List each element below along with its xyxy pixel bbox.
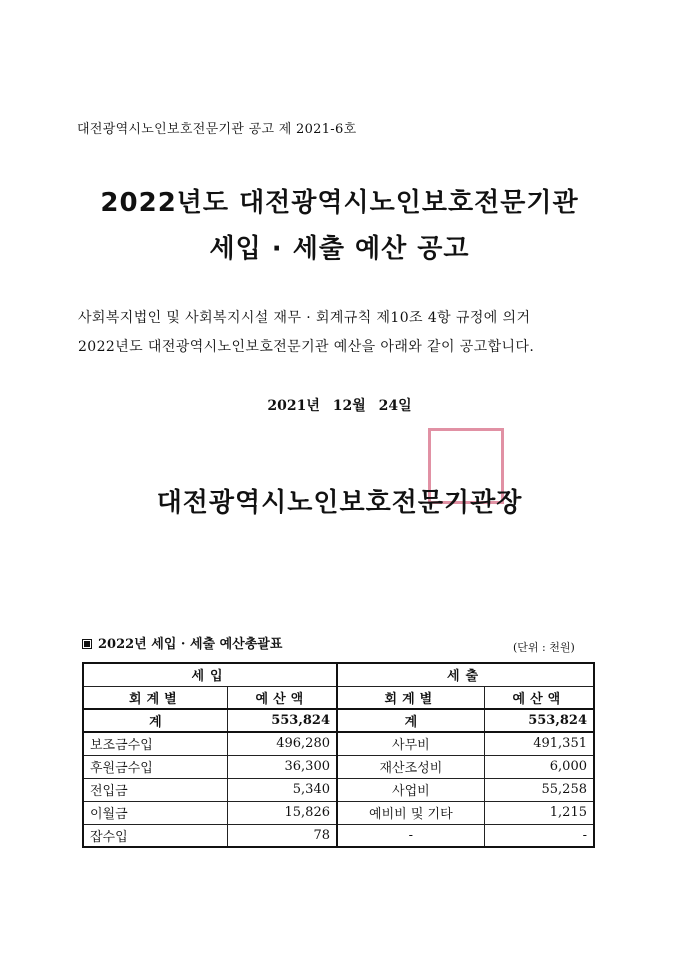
- body-text-line2: 2022년도 대전광역시노인보호전문기관 예산을 아래와 같이 공고합니다.: [78, 339, 535, 355]
- revenue-amount: 36,300: [227, 755, 337, 778]
- table-caption: [82, 633, 282, 652]
- expense-amount: -: [484, 824, 594, 847]
- revenue-label: 전입금: [83, 778, 227, 801]
- expense-total-amount: 553,824: [484, 709, 594, 732]
- revenue-label: 보조금수입: [83, 732, 227, 755]
- total-row: [83, 709, 594, 732]
- revenue-amount: 78: [227, 824, 337, 847]
- expense-account-header: 회계별: [337, 686, 484, 709]
- revenue-amount: 496,280: [227, 732, 337, 755]
- table-row: [83, 755, 594, 778]
- expense-label: 사업비: [337, 778, 484, 801]
- expense-label: 재산조성비: [337, 755, 484, 778]
- revenue-account-header: 회계별: [83, 686, 227, 709]
- expense-amount-header: 예산액: [484, 686, 594, 709]
- expense-total-label: 계: [337, 709, 484, 732]
- expense-header: 세출: [337, 663, 594, 686]
- notice-number: 대전광역시노인보호전문기관 공고 제 2021-6호: [77, 122, 357, 137]
- expense-amount: 491,351: [484, 732, 594, 755]
- revenue-amount: 5,340: [227, 778, 337, 801]
- revenue-amount-header: 예산액: [227, 686, 337, 709]
- revenue-amount: 15,826: [227, 801, 337, 824]
- page-title-line1: 2022년도 대전광역시노인보호전문기관: [100, 188, 579, 218]
- table-row: [83, 732, 594, 755]
- issuer-name: 대전광역시노인보호전문기관장: [156, 488, 523, 518]
- revenue-label: 이월금: [83, 801, 227, 824]
- expense-label: -: [337, 824, 484, 847]
- table-subheader-row: [83, 686, 594, 709]
- expense-amount: 1,215: [484, 801, 594, 824]
- expense-amount: 55,258: [484, 778, 594, 801]
- expense-label: 예비비 및 기타: [337, 801, 484, 824]
- table-unit: (단위 : 천원): [513, 641, 575, 654]
- table-row: [83, 824, 594, 847]
- revenue-total-label: 계: [83, 709, 227, 732]
- table-header-row: [83, 663, 594, 686]
- notice-date: 2021년 12월 24일: [267, 398, 412, 414]
- square-bullet-icon: [82, 639, 92, 649]
- table-row: [83, 801, 594, 824]
- expense-label: 사무비: [337, 732, 484, 755]
- expense-amount: 6,000: [484, 755, 594, 778]
- body-text-line1: 사회복지법인 및 사회복지시설 재무 · 회계규칙 제10조 4항 규정에 의거: [78, 310, 531, 326]
- budget-summary-table: [82, 662, 595, 848]
- page-title-line2: 세입 · 세출 예산 공고: [209, 234, 470, 264]
- revenue-header: 세입: [83, 663, 337, 686]
- table-row: [83, 778, 594, 801]
- revenue-label: 잡수입: [83, 824, 227, 847]
- revenue-total-amount: 553,824: [227, 709, 337, 732]
- revenue-label: 후원금수입: [83, 755, 227, 778]
- table-caption-text: 2022년 세입 · 세출 예산총괄표: [98, 637, 283, 652]
